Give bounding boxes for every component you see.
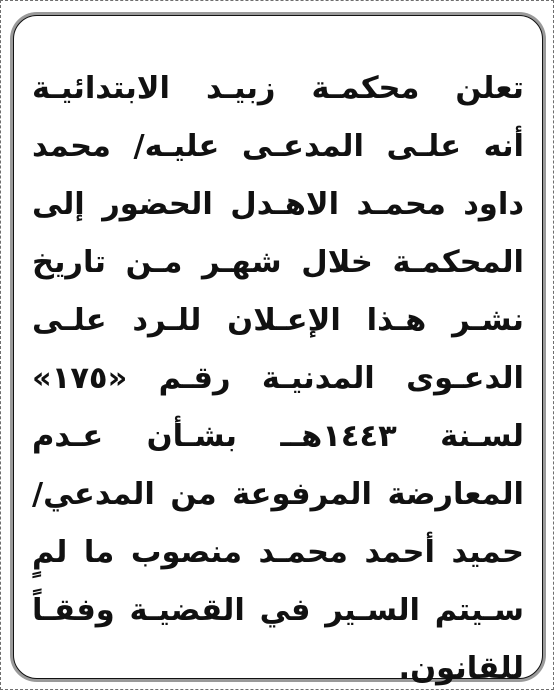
notice-line-11: للقانون. bbox=[398, 651, 524, 686]
notice-line-6: الدعـوى المدنيـة رقـم «١٧٥» bbox=[32, 361, 524, 396]
notice-card bbox=[13, 15, 543, 686]
notice-line-7: لسـنة ١٤٤٣هــ بشـأن عـدم bbox=[32, 419, 524, 454]
notice-line-3: داود محمـد الاهـدل الحضور إلى bbox=[32, 187, 524, 222]
notice-line-10: سـيتم السـير في القضيـة وفقـاً bbox=[32, 593, 524, 628]
court-notice-text bbox=[32, 60, 524, 698]
notice-line-9: حميد أحمد محمـد منصوب ما لمٍ bbox=[32, 535, 524, 570]
notice-line-2: أنه علـى المدعـى عليـه/ محمد bbox=[32, 129, 524, 164]
notice-line-4: المحكمـة خلال شهـر مـن تاريخ bbox=[32, 245, 524, 280]
notice-line-1: تعلن محكمـة زبيـد الابتدائيـة bbox=[32, 71, 524, 106]
notice-line-8: المعارضة المرفوعة من المدعي/ bbox=[32, 477, 524, 512]
notice-line-5: نشـر هـذا الإعـلان للـرد علـى bbox=[32, 303, 524, 338]
